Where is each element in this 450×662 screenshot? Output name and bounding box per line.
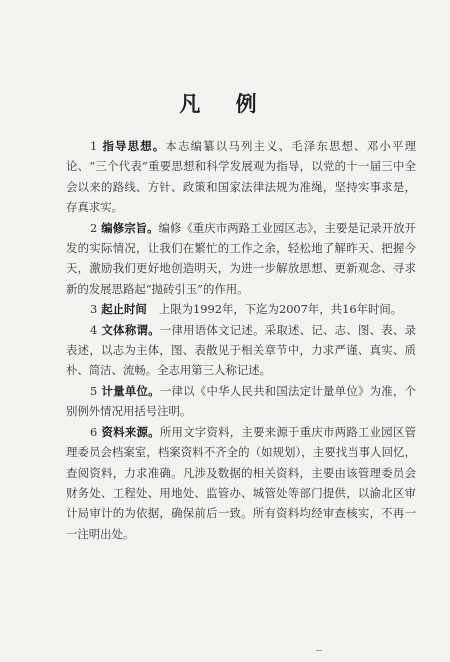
paragraph-time-span [66,299,416,319]
paragraph-number: 3 [90,302,98,317]
paragraph-text: 本志编纂以马列主义、毛泽东思想、邓小平理论、“三个代表”重要思想和科学发展观为指导，以党的十一届三中全会以来的路线、方针、政策和国家法律法规为准绳，坚持实事求是，存真求实。 [66,139,416,215]
paragraph-compilation-purpose [66,218,416,300]
paragraph-number: 2 [90,220,98,235]
paragraph-writing-style [66,320,416,381]
page-title: 凡 例 [179,91,271,116]
paragraph-heading: 资料来源。 [101,424,160,439]
paragraph-heading: 计量单位。 [101,383,160,398]
paragraph-number: 5 [90,383,98,398]
paragraph-text: 所用文字资料，主要来源于重庆市两路工业园区管理委员会档案室，档案资料不齐全的（如规划），主要找当事人回忆，查阅资料，力求准确。凡涉及数据的相关资料，主要由该管理委员会财务处、工程处、用地处、监管办、城管处等部门提供，以渝北区审计局审计的为依据，确保前后一致。所有资料均经审查核实，不再一一注明出处。 [66,424,416,541]
paragraph-text: 一律以《中华人民共和国法定计量单位》为准，个别例外情况用括号注明。 [66,383,416,419]
paragraph-text: 上限为1992年，下迄为2007年，共16年时间。 [158,302,403,317]
paragraph-heading: 起止时间 [101,302,147,317]
paragraph-heading: 编修宗旨。 [101,220,159,235]
body-text [66,136,416,544]
paragraph-number: 6 [90,424,98,439]
paragraph-data-sources [66,422,416,544]
paragraph-guiding-ideology [66,136,416,218]
paragraph-heading: 文体称谓。 [101,322,160,337]
paragraph-text: 编修《重庆市两路工业园区志》，主要是记录开放开发的实际情况，让我们在繁忙的工作之余，轻松地了解昨天、把握今天，激励我们更好地创造明天，为进一步解放思想、更新观念、寻求新的发展思路起“抛砖引玉”的作用。 [66,220,416,296]
paragraph-number: 4 [90,322,98,337]
paragraph-heading: 指导思想。 [101,139,166,153]
paragraph-text: 一律用语体文记述。采取述、记、志、图、表、录表述，以志为主体，图、表散见于相关章节中，力求严谨、真实、质朴、简洁、流畅。全志用第三人称记述。 [66,322,416,378]
paragraph-measurement-units [66,381,416,422]
scan-artifact-mark [316,650,322,651]
paragraph-number: 1 [90,139,98,153]
